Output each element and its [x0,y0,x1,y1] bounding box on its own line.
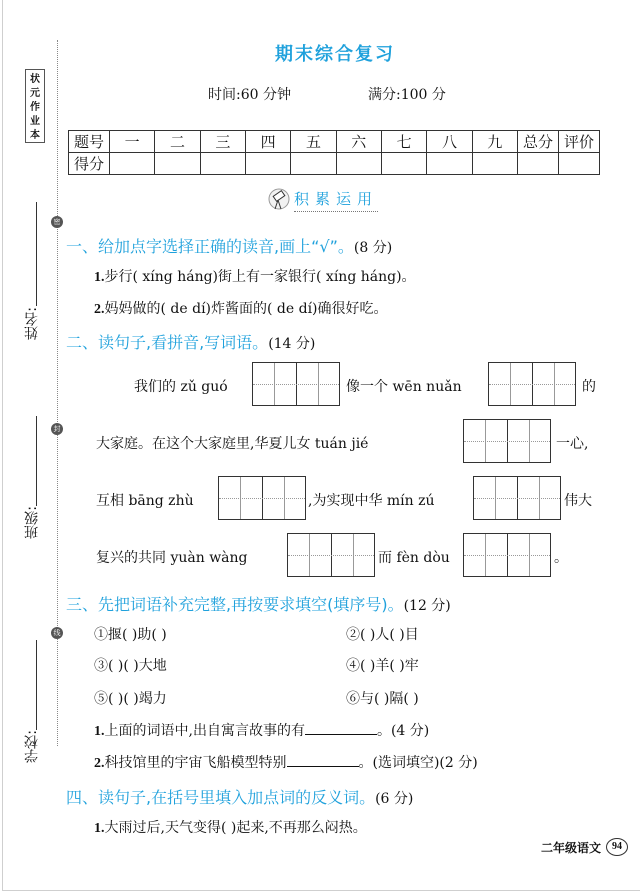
q3-word: ⑥与( )隔( ) [346,691,419,707]
school-line [36,640,37,730]
score-cell[interactable] [427,153,472,175]
q3-word: ①揠( )助( ) [94,627,167,643]
q3-word: ④( )羊( )牢 [346,658,419,674]
question-3-title: 三、先把词语补充完整,再按要求填空(填序号)。(12 分) [66,595,451,614]
seal-mi-icon: 密 [51,216,63,228]
seal-xian-icon: 线 [51,627,63,639]
page-title: 期末综合复习 [275,44,395,65]
writing-grid[interactable] [252,362,340,406]
name-label: 姓名: [24,307,40,340]
subject-label: 二年级语文 [540,840,601,855]
writing-grid[interactable] [473,476,561,520]
writing-grid[interactable] [287,533,375,577]
writing-grid[interactable] [463,419,551,463]
writing-grid[interactable] [463,533,551,577]
q2-text: 我们的 zǔ guó [134,379,228,395]
q2-text: 的 [582,379,596,395]
page-number: 94 [606,838,628,856]
q2-text: 。 [554,550,568,566]
page-footer [541,838,628,856]
score-cell[interactable] [291,153,336,175]
score-cell[interactable] [155,153,200,175]
q2-text: 而 fèn dòu [378,550,450,566]
q3-word: ②( )人( )目 [346,627,419,643]
q1-item-2: 2.妈妈做的( de dí)炸酱面的( de dí)确很好吃。 [94,301,388,317]
answer-blank[interactable] [305,720,377,735]
score-cell[interactable] [245,153,290,175]
question-1-title: 一、给加点字选择正确的读音,画上“√”。(8 分) [66,237,393,256]
seal-feng-icon: 封 [51,423,63,435]
table-row: 题号 一 二 三 四 五 六 七 八 九 总分 评价 [69,131,600,153]
telescope-icon [268,188,290,212]
school-label: 学校: [24,730,40,763]
q2-text: ,为实现中华 mín zú [308,493,435,509]
q3-word: ⑤( )( )竭力 [94,691,167,707]
score-cell[interactable] [336,153,381,175]
writing-grid[interactable] [218,476,306,520]
q3-sub-2: 2.科技馆里的宇宙飞船模型特别 。(选词填空)(2 分) [94,752,478,772]
score-cell[interactable] [200,153,245,175]
q4-item-1: 1.大雨过后,天气变得( )起来,不再那么闷热。 [94,820,367,836]
score-cell[interactable] [381,153,426,175]
score-cell[interactable] [559,153,600,175]
q2-text: 互相 bāng zhù [96,493,194,509]
q2-text: 大家庭。在这个大家庭里,华夏儿女 tuán jié [96,436,369,452]
q2-text: 伟大 [564,493,592,509]
question-4-title: 四、读句子,在括号里填入加点词的反义词。(6 分) [66,788,414,807]
q3-sub-1: 1.上面的词语中,出自寓言故事的有 。(4 分) [94,720,429,740]
section-label: 积累运用 [294,188,378,212]
q2-text: 一心, [556,436,589,452]
q1-item-1: 1.步行( xíng háng)街上有一家银行( xíng háng)。 [94,269,416,285]
answer-blank[interactable] [287,752,359,767]
section-header [268,188,378,212]
full-score-info: 满分:100 分 [368,87,446,103]
q2-text: 复兴的共同 yuàn wàng [96,550,248,566]
question-2-title: 二、读句子,看拼音,写词语。(14 分) [66,333,316,352]
class-line [36,416,37,506]
writing-grid[interactable] [488,362,576,406]
brand-label: 状 元 作 业 本 [25,69,45,143]
q2-text: 像一个 wēn nuǎn [346,379,462,395]
score-cell[interactable] [472,153,517,175]
time-info: 时间:60 分钟 [208,87,291,103]
table-row: 得分 [69,153,600,175]
name-line [36,202,37,306]
q3-word: ③( )( )大地 [94,658,167,674]
binding-dotted-line [57,40,58,746]
score-table [68,130,600,175]
score-cell[interactable] [518,153,559,175]
score-cell[interactable] [110,153,155,175]
class-label: 班级: [24,506,40,539]
